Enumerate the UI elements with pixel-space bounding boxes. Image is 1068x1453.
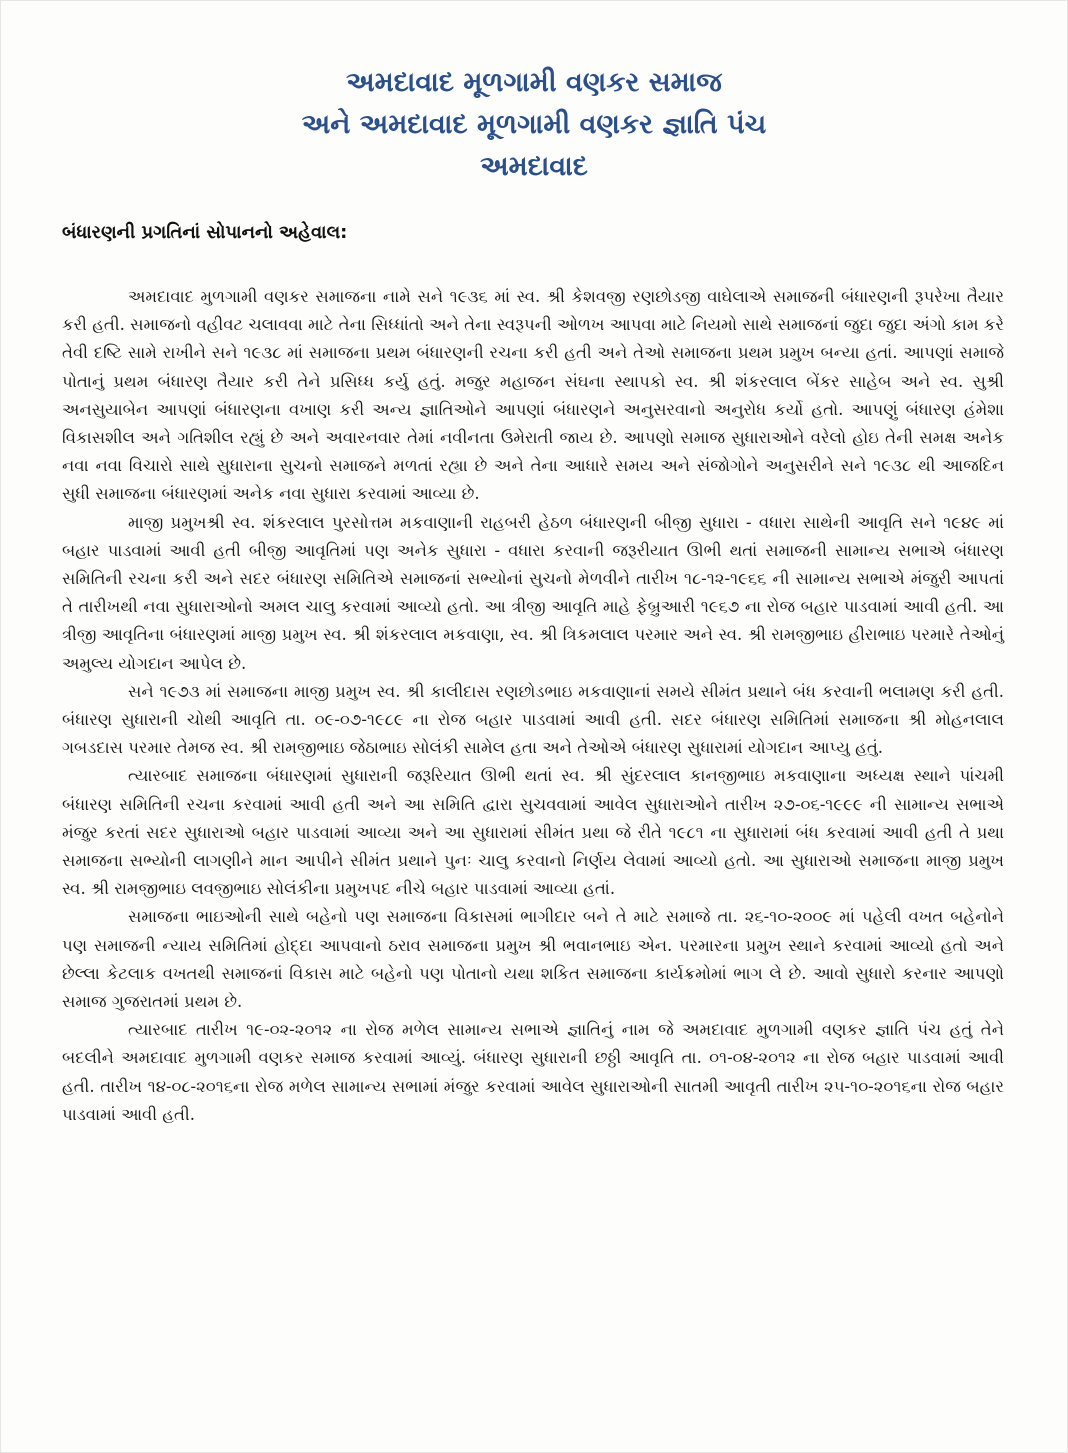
document-body (62, 283, 1004, 1129)
document-title (0, 62, 1068, 188)
title-line-2: અને અમદાવાદ મૂળગામી વણકર જ્ઞાતિ પંચ (301, 109, 767, 140)
paragraph-4: ત્યારબાદ સમાજના બંધારણમાં સુધારાની જરૂરિયાત ઊભી થતાં સ્વ. શ્રી સુંદરલાલ કાનજીભાઇ મકવાણાના અધ્યક્ષ સ્થાને પાંચમી બંધારણ સમિતિની રચના કરવામાં આવી હતી અને આ સમિતિ દ્વારા સુચવવામાં આવેલ સુધારાઓને તારીખ ૨૭-૦૬-૧૯૯૯ ની સામાન્ય સભાએ મંજુર કરતાં સદર સુધારાઓ બહાર પાડવામાં આવ્યા અને આ સુધારામાં સીમંત પ્રથા જે રીતે ૧૯૮૧ ના સુધારામાં બંધ કરવામાં આવી હતી તે પ્રથા સમાજના સભ્યોની લાગણીને માન આપીને સીમંત પ્રથાને પુનઃ ચાલુ કરવાનો નિર્ણય લેવામાં આવ્યો હતો. આ સુધારાઓ સમાજના માજી પ્રમુખ સ્વ. શ્રી રામજીભાઇ લવજીભાઇ સોલંકીના પ્રમુખપદ નીચે બહાર પાડવામાં આવ્યા હતાં. (62, 766, 1004, 899)
paragraph-6: ત્યારબાદ તારીખ ૧૯-૦૨-૨૦૧૨ ના રોજ મળેલ સામાન્ય સભાએ જ્ઞાતિનું નામ જે અમદાવાદ મુળગામી વણકર જ્ઞાતિ પંચ હતું તેને બદલીને અમદાવાદ મુળગામી વણકર સમાજ કરવામાં આવ્યું. બંધારણ સુધારાની છઠ્ઠી આવૃતિ તા. ૦૧-૦૪-૨૦૧૨ ના રોજ બહાર પાડવામાં આવી હતી. તારીખ ૧૪-૦૮-૨૦૧૬ના રોજ મળેલ સામાન્ય સભામાં મંજુર કરવામાં આવેલ સુધારાઓની સાતમી આવૃતી તારીખ ૨૫-૧૦-૨૦૧૬ના રોજ બહાર પાડવામાં આવી હતી. (62, 1020, 1004, 1124)
paragraph-3: સને ૧૯૭૩ માં સમાજના માજી પ્રમુખ સ્વ. શ્રી કાલીદાસ રણછોડભાઇ મકવાણાનાં સમયે સીમંત પ્રથાને બંધ કરવાની ભલામણ કરી હતી. બંધારણ સુધારાની ચોથી આવૃતિ તા. ૦૯-૦૭-૧૯૮૯ ના રોજ બહાર પાડવામાં આવી હતી. સદર બંધારણ સમિતિમાં સમાજના શ્રી મોહનલાલ ગબડદાસ પરમાર તેમજ સ્વ. શ્રી રામજીભાઇ જેઠાભાઇ સોલંકી સામેલ હતા અને તેઓએ બંધારણ સુધારામાં યોગદાન આપ્યુ હતું. (62, 681, 1004, 758)
title-line-3: અમદાવાદ (480, 151, 588, 182)
paragraph-1: અમદાવાદ મુળગામી વણકર સમાજના નામે સને ૧૯૩૬ માં સ્વ. શ્રી કેશવજી રણછોડજી વાઘેલાએ સમાજની બંધારણની રૂપરેખા તૈયાર કરી હતી. સમાજનો વહીવટ ચલાવવા માટે તેના સિધ્ધાંતો અને તેના સ્વરૂપની ઓળખ આપવા માટે નિયમો સાથે સમાજનાં જુદા જુદા અંગો કામ કરે તેવી દષ્ટિ સામે રાખીને સને ૧૯૩૮ માં સમાજના પ્રથમ બંધારણની રચના કરી હતી અને તેઓ સમાજના પ્રથમ પ્રમુખ બન્યા હતાં. આપણાં સમાજે પોતાનું પ્રથમ બંધારણ તૈયાર કરી તેને પ્રસિધ્ધ કર્યુ હતું. મજુર મહાજન સંઘના સ્થાપકો સ્વ. શ્રી શંકરલાલ બેંકર સાહેબ અને સ્વ. સુશ્રી અનસુયાબેન આપણાં બંધારણના વખાણ કરી અન્ય જ્ઞાતિઓને આપણાં બંધારણને અનુસરવાનો અનુરોધ કર્યો હતો. આપણું બંધારણ હંમેશા વિકાસશીલ અને ગતિશીલ રહ્યું છે અને અવારનવાર તેમાં નવીનતા ઉમેરાતી જાય છે. આપણો સમાજ સુધારાઓને વરેલો હોઇ તેની સમક્ષ અનેક નવા નવા વિચારો સાથે સુધારાના સુચનો સમાજને મળતાં રહ્યા છે અને તેના આધારે સમય અને સંજોગોને અનુસરીને સને ૧૯૩૮ થી આજદિન સુધી સમાજના બંધારણમાં અનેક નવા સુધારા કરવામાં આવ્યા છે. (62, 287, 1004, 504)
title-line-1: અમદાવાદ મૂળગામી વણકર સમાજ (346, 67, 722, 98)
paragraph-5: સમાજના ભાઇઓની સાથે બહેનો પણ સમાજના વિકાસમાં ભાગીદાર બને તે માટે સમાજે તા. ૨૬-૧૦-૨૦૦૯ માં પહેલી વખત બહેનોને પણ સમાજની ન્યાય સમિતિમાં હોદ્દા આપવાનો ઠરાવ સમાજના પ્રમુખ શ્રી ભવાનભાઇ એન. પરમારના પ્રમુખ સ્થાને કરવામાં આવ્યો હતો અને છેલ્લા કેટલાક વખતથી સમાજનાં વિકાસ માટે બહેનો પણ પોતાનો યથા શકિત સમાજના કાર્યક્રમોમાં ભાગ લે છે. આવો સુધારો કરનાર આપણો સમાજ ગુજરાતમાં પ્રથમ છે. (62, 907, 1004, 1012)
paragraph-2: માજી પ્રમુખશ્રી સ્વ. શંકરલાલ પુરસોત્તમ મકવાણાની રાહબરી હેઠળ બંધારણની બીજી સુધારા - વધારા સાથેની આવૃતિ સને ૧૯૪૯ માં બહાર પાડવામાં આવી હતી બીજી આવૃતિમાં પણ અનેક સુધારા - વધારા કરવાની જરૂરીયાત ઊભી થતાં સમાજની સામાન્ય સભાએ બંધારણ સમિતિની રચના કરી અને સદર બંધારણ સમિતિએ સમાજનાં સભ્યોનાં સુચનો મેળવીને તારીખ ૧૮-૧૨-૧૯૬૬ ની સામાન્ય સભાએ મંજુરી આપતાં તે તારીખથી નવા સુધારાઓનો અમલ ચાલુ કરવામાં આવ્યો હતો. આ ત્રીજી આવૃતિ માહે ફેબ્રુઆરી ૧૯૬૭ ના રોજ બહાર પાડવામાં આવી હતી. આ ત્રીજી આવૃતિના બંધારણમાં માજી પ્રમુખ સ્વ. શ્રી શંકરલાલ મકવાણા, સ્વ. શ્રી ત્રિકમલાલ પરમાર અને સ્વ. શ્રી રામજીભાઇ હીરાભાઇ પરમારે તેઓનું અમુલ્ય યોગદાન આપેલ છે. (62, 512, 1004, 673)
section-heading: બંધારણની પ્રગતિનાં સોપાનનો અહેવાલ: (62, 222, 348, 243)
